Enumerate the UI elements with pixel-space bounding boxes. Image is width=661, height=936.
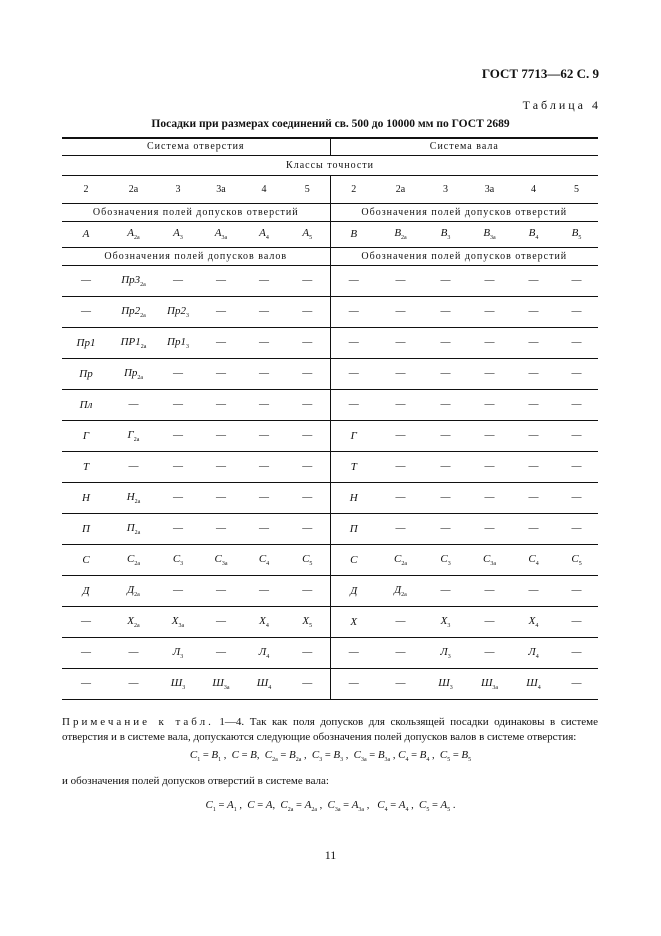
- fit-cell: —: [243, 296, 285, 327]
- fit-cell: —: [330, 327, 377, 358]
- fit-cell: —: [199, 451, 243, 482]
- fit-cell: —: [424, 389, 467, 420]
- fit-cell: —: [467, 296, 512, 327]
- fit-cell: Д: [330, 575, 377, 606]
- fit-cell: —: [243, 265, 285, 296]
- fit-cell: —: [555, 451, 598, 482]
- designations-row: [62, 221, 598, 247]
- fit-cell: $Пр1_3$: [157, 327, 199, 358]
- accuracy-class-cell: 5: [285, 175, 330, 203]
- formula-hole-designations: $С_1 = А_1$ , С = А, $С_{2а} = А_{2а}$ , $С_{3а} = А_{3а}$ , $С_4 = А_4$ , $С_5 = А_5$ .: [205, 799, 456, 813]
- table-title: Посадки при размерах соединений св. 500 до 10000 мм по ГОСТ 2689: [151, 118, 510, 130]
- fit-cell: $Пр2_{2а}$: [110, 296, 157, 327]
- fit-cell: —: [285, 358, 330, 389]
- page-number: 11: [324, 848, 337, 862]
- fit-cell: —: [199, 575, 243, 606]
- accuracy-class-cell: 5: [555, 175, 598, 203]
- note-label: Примечание к табл.: [62, 716, 214, 728]
- fit-cell: $ПР1_{2а}$: [110, 327, 157, 358]
- fit-cell: —: [157, 451, 199, 482]
- fit-cell: —: [157, 265, 199, 296]
- fit-cell: Д: [62, 575, 110, 606]
- fit-cell: $С_{2а}$: [377, 544, 424, 575]
- fit-cell: С: [330, 544, 377, 575]
- fit-cell: $С_4$: [512, 544, 555, 575]
- fits-table: [62, 137, 598, 700]
- fit-cell: —: [467, 482, 512, 513]
- fit-cell: —: [555, 420, 598, 451]
- fit-cell: —: [512, 327, 555, 358]
- accuracy-class-cell: 4: [512, 175, 555, 203]
- fit-cell: —: [285, 296, 330, 327]
- fit-cell: $Ш_{3а}$: [467, 668, 512, 699]
- fit-cell: —: [243, 358, 285, 389]
- fit-row: [62, 389, 598, 420]
- fit-cell: $Пр2_3$: [157, 296, 199, 327]
- fit-cell: $Х_4$: [243, 606, 285, 637]
- fit-cell: $С_4$: [243, 544, 285, 575]
- fit-cell: —: [330, 296, 377, 327]
- fit-cell: —: [424, 327, 467, 358]
- class-numbers-row: [62, 175, 598, 203]
- fit-cell: $Х_5$: [285, 606, 330, 637]
- fit-cell: $Л_4$: [512, 637, 555, 668]
- fit-cell: —: [330, 637, 377, 668]
- fit-cell: —: [285, 482, 330, 513]
- system-hole-header: Система отверстия: [62, 138, 330, 155]
- fit-cell: —: [555, 668, 598, 699]
- accuracy-class-cell: 3: [157, 175, 199, 203]
- fit-cell: $Х_{2а}$: [110, 606, 157, 637]
- fit-cell: —: [377, 358, 424, 389]
- tolerance-designation-cell: В: [330, 221, 377, 247]
- fit-cell: —: [512, 358, 555, 389]
- fit-cell: —: [330, 265, 377, 296]
- fit-cell: —: [199, 606, 243, 637]
- fit-cell: $Л_3$: [157, 637, 199, 668]
- fit-cell: —: [243, 575, 285, 606]
- tolerance-designation-cell: $В_{3а}$: [467, 221, 512, 247]
- note-middle-text: и обозначения полей допусков отверстий в системе вала:: [62, 775, 329, 787]
- fit-cell: —: [555, 575, 598, 606]
- fit-cell: —: [199, 358, 243, 389]
- fit-cell: —: [199, 637, 243, 668]
- fit-cell: $Ш_4$: [243, 668, 285, 699]
- formula-shaft-designations: $С_1 = В_1$ , С = В, $С_{2а} = В_{2а}$ , $С_3 = В_3$ , $С_{3а} = В_{3а}$ , $С_4 = В_4$ , $С_5 = В_5$: [189, 749, 472, 763]
- fit-cell: —: [330, 389, 377, 420]
- fit-cell: —: [377, 606, 424, 637]
- fit-cell: —: [512, 420, 555, 451]
- fit-cell: —: [467, 327, 512, 358]
- fit-cell: —: [285, 668, 330, 699]
- fit-cell: —: [555, 265, 598, 296]
- fit-cell: Т: [62, 451, 110, 482]
- system-shaft-header: Система вала: [330, 138, 598, 155]
- fit-cell: —: [110, 637, 157, 668]
- fit-cell: $Л_4$: [243, 637, 285, 668]
- fit-cell: $Д_{2а}$: [110, 575, 157, 606]
- fit-cell: —: [157, 389, 199, 420]
- fit-cell: —: [285, 637, 330, 668]
- fit-cell: —: [62, 637, 110, 668]
- fit-cell: —: [243, 482, 285, 513]
- fit-cell: —: [285, 327, 330, 358]
- fit-cell: —: [467, 451, 512, 482]
- fit-cell: —: [243, 327, 285, 358]
- fit-row: [62, 296, 598, 327]
- fit-cell: —: [424, 575, 467, 606]
- accuracy-class-cell: 2а: [377, 175, 424, 203]
- fit-cell: —: [157, 358, 199, 389]
- fit-row: [62, 544, 598, 575]
- fit-cell: $Н_{2а}$: [110, 482, 157, 513]
- fit-cell: —: [199, 513, 243, 544]
- fit-cell: —: [377, 513, 424, 544]
- accuracy-classes-header: Классы точности: [62, 155, 598, 175]
- fit-cell: —: [110, 668, 157, 699]
- fit-cell: —: [285, 389, 330, 420]
- fit-row: [62, 513, 598, 544]
- fit-row: [62, 420, 598, 451]
- fit-cell: —: [424, 265, 467, 296]
- fit-cell: $Ш_3$: [157, 668, 199, 699]
- tolerance-label-row: [62, 203, 598, 221]
- fit-cell: —: [243, 513, 285, 544]
- fit-cell: —: [467, 637, 512, 668]
- tolerance-designation-cell: $А_{2а}$: [110, 221, 157, 247]
- fit-cell: —: [467, 606, 512, 637]
- fit-cell: $С_{3а}$: [199, 544, 243, 575]
- fit-row: [62, 575, 598, 606]
- fit-cell: —: [424, 513, 467, 544]
- fit-cell: $Д_{2а}$: [377, 575, 424, 606]
- fit-cell: —: [285, 451, 330, 482]
- fit-cell: $Л_3$: [424, 637, 467, 668]
- tolerance-designation-cell: $А_{3а}$: [199, 221, 243, 247]
- fit-cell: $П_{2а}$: [110, 513, 157, 544]
- fit-cell: $Пр3_{2а}$: [110, 265, 157, 296]
- fit-cell: Пр1: [62, 327, 110, 358]
- fit-cell: —: [467, 575, 512, 606]
- fit-cell: —: [467, 513, 512, 544]
- tolerance-designation-cell: $А_5$: [285, 221, 330, 247]
- fit-cell: —: [157, 513, 199, 544]
- fit-cell: —: [199, 327, 243, 358]
- fit-cell: —: [377, 451, 424, 482]
- fit-cell: $С_5$: [285, 544, 330, 575]
- fit-cell: —: [512, 513, 555, 544]
- fit-cell: —: [62, 606, 110, 637]
- fit-cell: Т: [330, 451, 377, 482]
- fit-cell: —: [62, 265, 110, 296]
- fit-cell: —: [555, 606, 598, 637]
- fit-cell: —: [377, 668, 424, 699]
- fit-cell: —: [512, 575, 555, 606]
- tolerance-designation-cell: $В_{2а}$: [377, 221, 424, 247]
- fit-cell: $Х_3$: [424, 606, 467, 637]
- fit-cell: —: [199, 482, 243, 513]
- hole-tolerance-header: Обозначения полей допусков отверстий: [62, 203, 330, 221]
- fit-cell: —: [555, 513, 598, 544]
- fit-cell: —: [157, 482, 199, 513]
- fit-cell: $Ш_3$: [424, 668, 467, 699]
- fit-cell: —: [512, 389, 555, 420]
- fit-cell: —: [512, 482, 555, 513]
- fit-cell: $С_3$: [157, 544, 199, 575]
- fit-cell: —: [555, 637, 598, 668]
- fit-cell: —: [424, 358, 467, 389]
- note-text: 1—4. Так как поля допусков для скользящей посадки одинаковы в системе отверстия и в системе вала, допускаются следующие обозначения полей допусков валов в системе отверстия:: [62, 716, 599, 743]
- shaft-tolerance-header: Обозначения полей допусков отверстий: [330, 203, 598, 221]
- fit-cell: —: [424, 296, 467, 327]
- fit-cell: —: [424, 482, 467, 513]
- fit-cell: Н: [62, 482, 110, 513]
- fields-label-row: [62, 247, 598, 265]
- fit-cell: —: [285, 265, 330, 296]
- fit-cell: —: [285, 513, 330, 544]
- fit-cell: —: [330, 358, 377, 389]
- fit-cell: Г: [62, 420, 110, 451]
- fit-cell: —: [512, 296, 555, 327]
- fit-cell: Пл: [62, 389, 110, 420]
- fit-cell: —: [467, 358, 512, 389]
- accuracy-class-cell: 3: [424, 175, 467, 203]
- fit-cell: —: [555, 327, 598, 358]
- shaft-fields-header: Обозначения полей допусков валов: [62, 247, 330, 265]
- fit-cell: —: [512, 265, 555, 296]
- accuracy-class-cell: 3а: [199, 175, 243, 203]
- fit-cell: $Г_{2а}$: [110, 420, 157, 451]
- fit-cell: —: [377, 389, 424, 420]
- system-header-row: [62, 138, 598, 155]
- fit-row: [62, 606, 598, 637]
- fit-row: [62, 637, 598, 668]
- fit-cell: П: [330, 513, 377, 544]
- fit-cell: —: [285, 420, 330, 451]
- fit-cell: $С_{3а}$: [467, 544, 512, 575]
- tolerance-designation-cell: А: [62, 221, 110, 247]
- fit-cell: —: [467, 265, 512, 296]
- fit-cell: П: [62, 513, 110, 544]
- tolerance-designation-cell: $А_3$: [157, 221, 199, 247]
- fit-cell: —: [62, 668, 110, 699]
- fit-cell: —: [243, 389, 285, 420]
- fit-cell: —: [157, 420, 199, 451]
- fit-cell: —: [243, 451, 285, 482]
- note-paragraph: [62, 715, 598, 745]
- fit-cell: Х: [330, 606, 377, 637]
- fit-cell: —: [199, 389, 243, 420]
- fit-row: [62, 451, 598, 482]
- fit-row: [62, 265, 598, 296]
- fit-cell: $Ш_4$: [512, 668, 555, 699]
- fit-cell: —: [62, 296, 110, 327]
- fit-cell: —: [424, 451, 467, 482]
- fit-cell: —: [377, 637, 424, 668]
- fit-cell: $С_3$: [424, 544, 467, 575]
- tolerance-designation-cell: $В_4$: [512, 221, 555, 247]
- fit-cell: —: [377, 327, 424, 358]
- fit-cell: —: [555, 482, 598, 513]
- fit-cell: —: [467, 420, 512, 451]
- fit-cell: С: [62, 544, 110, 575]
- fit-cell: $Х_{3а}$: [157, 606, 199, 637]
- fit-cell: —: [555, 296, 598, 327]
- accuracy-class-cell: 2: [62, 175, 110, 203]
- fit-cell: —: [377, 482, 424, 513]
- accuracy-classes-row: [62, 155, 598, 175]
- fit-cell: —: [199, 296, 243, 327]
- fit-cell: —: [512, 451, 555, 482]
- fit-cell: Н: [330, 482, 377, 513]
- fit-cell: —: [199, 265, 243, 296]
- accuracy-class-cell: 3а: [467, 175, 512, 203]
- table-label: Таблица 4: [522, 98, 601, 112]
- tolerance-designation-cell: $В_5$: [555, 221, 598, 247]
- hole-fields-header: Обозначения полей допусков отверстий: [330, 247, 598, 265]
- fit-cell: $Пр_{2а}$: [110, 358, 157, 389]
- accuracy-class-cell: 2: [330, 175, 377, 203]
- fit-cell: $С_5$: [555, 544, 598, 575]
- fit-cell: —: [467, 389, 512, 420]
- fit-cell: $С_{2а}$: [110, 544, 157, 575]
- fit-row: [62, 327, 598, 358]
- fit-cell: —: [110, 451, 157, 482]
- fit-cell: —: [424, 420, 467, 451]
- tolerance-designation-cell: $В_3$: [424, 221, 467, 247]
- fit-cell: —: [555, 358, 598, 389]
- fit-row: [62, 358, 598, 389]
- tolerance-designation-cell: $А_4$: [243, 221, 285, 247]
- fit-cell: —: [199, 420, 243, 451]
- fit-cell: —: [110, 389, 157, 420]
- fit-cell: —: [285, 575, 330, 606]
- fit-cell: —: [555, 389, 598, 420]
- fit-cell: —: [157, 575, 199, 606]
- document-code: ГОСТ 7713—62 С. 9: [481, 66, 599, 81]
- fit-cell: Пр: [62, 358, 110, 389]
- fit-cell: —: [377, 265, 424, 296]
- fit-cell: $Ш_{3а}$: [199, 668, 243, 699]
- fit-cell: Г: [330, 420, 377, 451]
- fit-cell: —: [243, 420, 285, 451]
- fit-cell: —: [377, 420, 424, 451]
- accuracy-class-cell: 2а: [110, 175, 157, 203]
- fit-cell: —: [330, 668, 377, 699]
- fit-row: [62, 668, 598, 699]
- accuracy-class-cell: 4: [243, 175, 285, 203]
- fit-cell: —: [377, 296, 424, 327]
- fit-row: [62, 482, 598, 513]
- fit-cell: $Х_4$: [512, 606, 555, 637]
